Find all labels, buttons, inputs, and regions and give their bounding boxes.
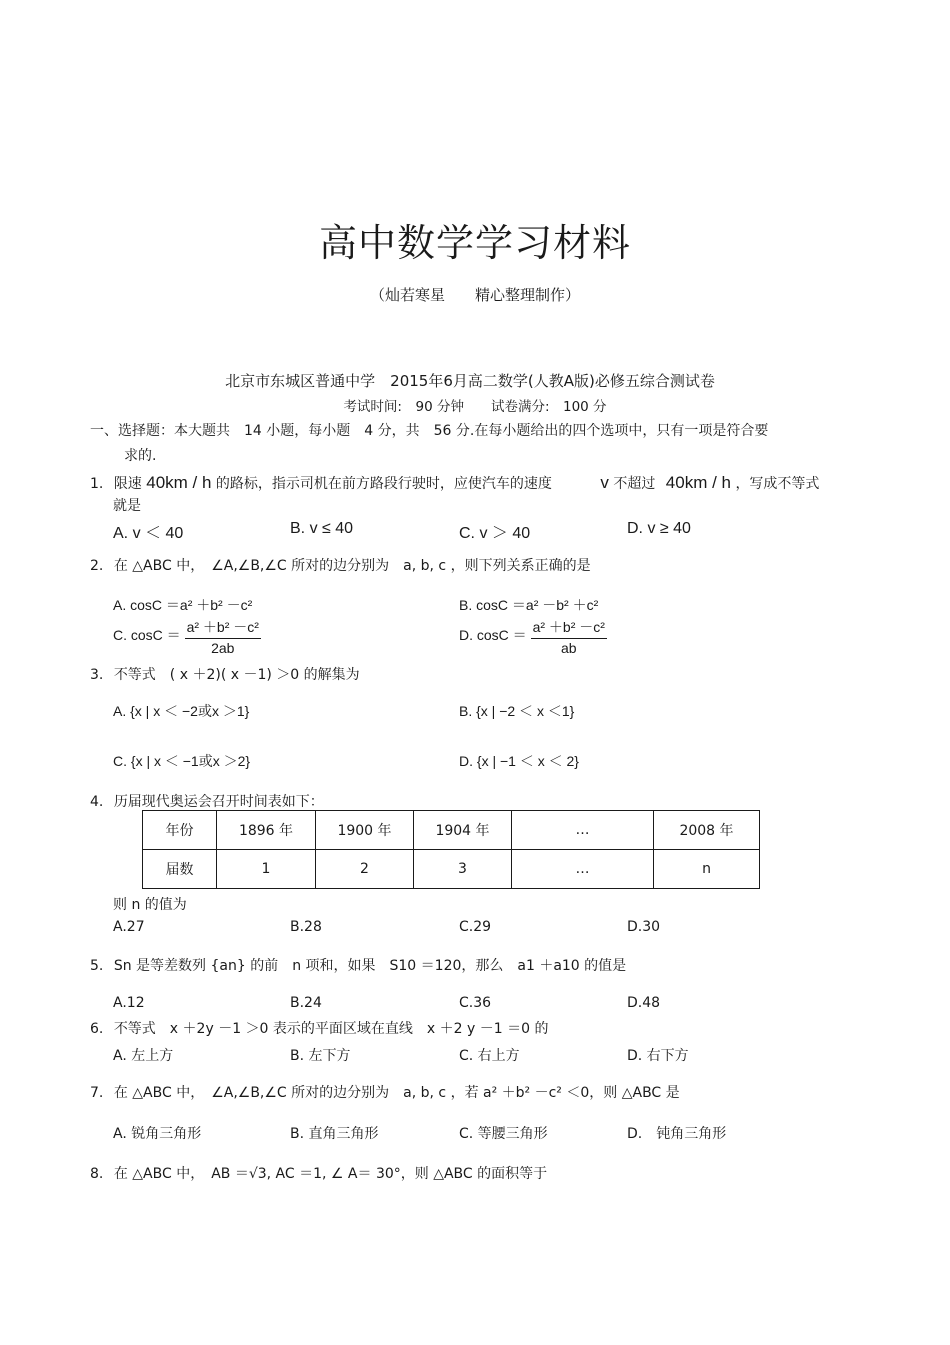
option-a: A. v ＜ 40 — [113, 525, 184, 542]
question-1 — [90, 473, 819, 493]
page-title: 高中数学学习材料 — [318, 221, 631, 265]
option-c: C.29 — [459, 919, 492, 935]
option-a: A. cosC ＝a² ＋b² －c² — [113, 597, 253, 613]
question-text: 的路标，指示司机在前方路段行驶时，应使汽车的速度 — [215, 476, 552, 492]
question-4 — [90, 791, 324, 811]
table-cell: 3 — [414, 850, 512, 889]
section-instructions-line1: 一、选择题：本大题共 14 小题，每小题 4 分，共 56 分.在每小题给出的四个选项中，只有一项是符合要 — [90, 423, 769, 439]
question-text: 不等式 ( x ＋2)( x －1) ＞0 的解集为 — [113, 667, 360, 683]
question-number: 4. — [90, 794, 104, 810]
option-a: A. {x | x ＜ −2或x ＞1} — [113, 703, 250, 719]
question-5 — [90, 955, 626, 975]
option-c: C. {x | x ＜ −1或x ＞2} — [113, 753, 251, 769]
option-d: D.48 — [627, 995, 661, 1011]
option-c: C. 右上方 — [459, 1048, 520, 1064]
option-d: D. v ≥ 40 — [627, 520, 691, 537]
option-d: D.30 — [627, 919, 661, 935]
question-text: 在 △ABC 中， ∠A,∠B,∠C 所对的边分别为 a, b, c ，若 a² ＋b² －c² ＜0，则 △ABC 是 — [113, 1085, 680, 1101]
table-row — [143, 850, 760, 889]
option-b: B. v ≤ 40 — [290, 520, 354, 537]
option-b: B. cosC ＝a² －b² ＋c² — [459, 597, 599, 613]
question-number: 7. — [90, 1085, 104, 1101]
table-cell: 届数 — [143, 850, 217, 889]
option-c: C. v ＞ 40 — [459, 525, 531, 542]
option-b: B.24 — [290, 995, 322, 1011]
question-number: 2. — [90, 558, 104, 574]
option-prefix: C. cosC ＝ — [113, 627, 181, 644]
option-prefix: D. cosC ＝ — [459, 627, 527, 644]
option-a: A.12 — [113, 995, 145, 1011]
option-b: B. 直角三角形 — [290, 1126, 379, 1142]
page-subtitle: （灿若寒星 精心整理制作） — [369, 286, 580, 304]
exam-meta: 考试时间: 90 分钟 试卷满分: 100 分 — [343, 399, 607, 415]
question-text: 历届现代奥运会召开时间表如下： — [113, 794, 324, 810]
table-cell: 1 — [217, 850, 316, 889]
exam-title: 北京市东城区普通中学 2015年6月高二数学(人教A版)必修五综合测试卷 — [225, 372, 715, 390]
option-b: B. {x | −2 ＜ x ＜1} — [459, 703, 575, 719]
option-c: C.36 — [459, 995, 492, 1011]
fraction-numerator: a² ＋b² －c² — [185, 617, 261, 639]
table-cell: 1900 年 — [316, 811, 414, 850]
fraction-denominator: ab — [560, 640, 577, 656]
math-expression: 40km / h — [146, 473, 212, 492]
fraction-numerator: a² ＋b² －c² — [531, 617, 607, 639]
question-2 — [90, 555, 591, 575]
question-8 — [90, 1163, 547, 1183]
option-a: A. 左上方 — [113, 1048, 174, 1064]
question-number: 6. — [90, 1021, 104, 1037]
math-expression: 40km / h — [665, 473, 731, 492]
question-text: 限速 — [113, 476, 142, 492]
question-text: 就是 — [113, 498, 141, 514]
table-cell: … — [512, 850, 654, 889]
question-6 — [90, 1018, 548, 1038]
option-d: D. 右下方 — [627, 1048, 689, 1064]
olympics-table — [142, 810, 760, 889]
question-number: 1. — [90, 476, 104, 492]
option-c — [113, 617, 261, 656]
option-d — [459, 617, 607, 656]
table-cell: 年份 — [143, 811, 217, 850]
option-a: A. 锐角三角形 — [113, 1126, 202, 1142]
question-text: ，写成不等式 — [735, 476, 820, 492]
table-cell: 1904 年 — [414, 811, 512, 850]
table-cell: … — [512, 811, 654, 850]
option-b: B.28 — [290, 919, 322, 935]
question-7 — [90, 1082, 680, 1102]
table-cell: n — [654, 850, 760, 889]
question-3 — [90, 664, 360, 684]
question-text: Sn 是等差数列 {an} 的前 n 项和，如果 S10 ＝120，那么 a1 ＋a10 的值是 — [113, 958, 627, 974]
option-c: C. 等腰三角形 — [459, 1126, 548, 1142]
fraction-denominator: 2ab — [211, 640, 235, 656]
question-text: 不超过 — [613, 476, 656, 492]
question-number: 3. — [90, 667, 104, 683]
math-expression: v — [600, 473, 609, 492]
question-number: 8. — [90, 1166, 104, 1182]
option-d: D. {x | −1 ＜ x ＜ 2} — [459, 753, 579, 769]
question-text: 在 △ABC 中， AB ＝√3, AC ＝1, ∠ A＝ 30°，则 △ABC 的面积等于 — [113, 1166, 548, 1182]
table-cell: 2 — [316, 850, 414, 889]
question-text: 则 n 的值为 — [113, 897, 187, 913]
section-instructions-line2: 求的. — [124, 448, 157, 464]
question-number: 5. — [90, 958, 104, 974]
option-b: B. 左下方 — [290, 1048, 351, 1064]
question-text: 不等式 x ＋2y －1 ＞0 表示的平面区域在直线 x ＋2 y －1 ＝0 的 — [113, 1021, 549, 1037]
option-a: A.27 — [113, 919, 145, 935]
question-text: 在 △ABC 中， ∠A,∠B,∠C 所对的边分别为 a, b, c ，则下列关系正确的是 — [113, 558, 591, 574]
table-row — [143, 811, 760, 850]
option-d: D. 钝角三角形 — [627, 1126, 727, 1142]
table-cell: 2008 年 — [654, 811, 760, 850]
table-cell: 1896 年 — [217, 811, 316, 850]
